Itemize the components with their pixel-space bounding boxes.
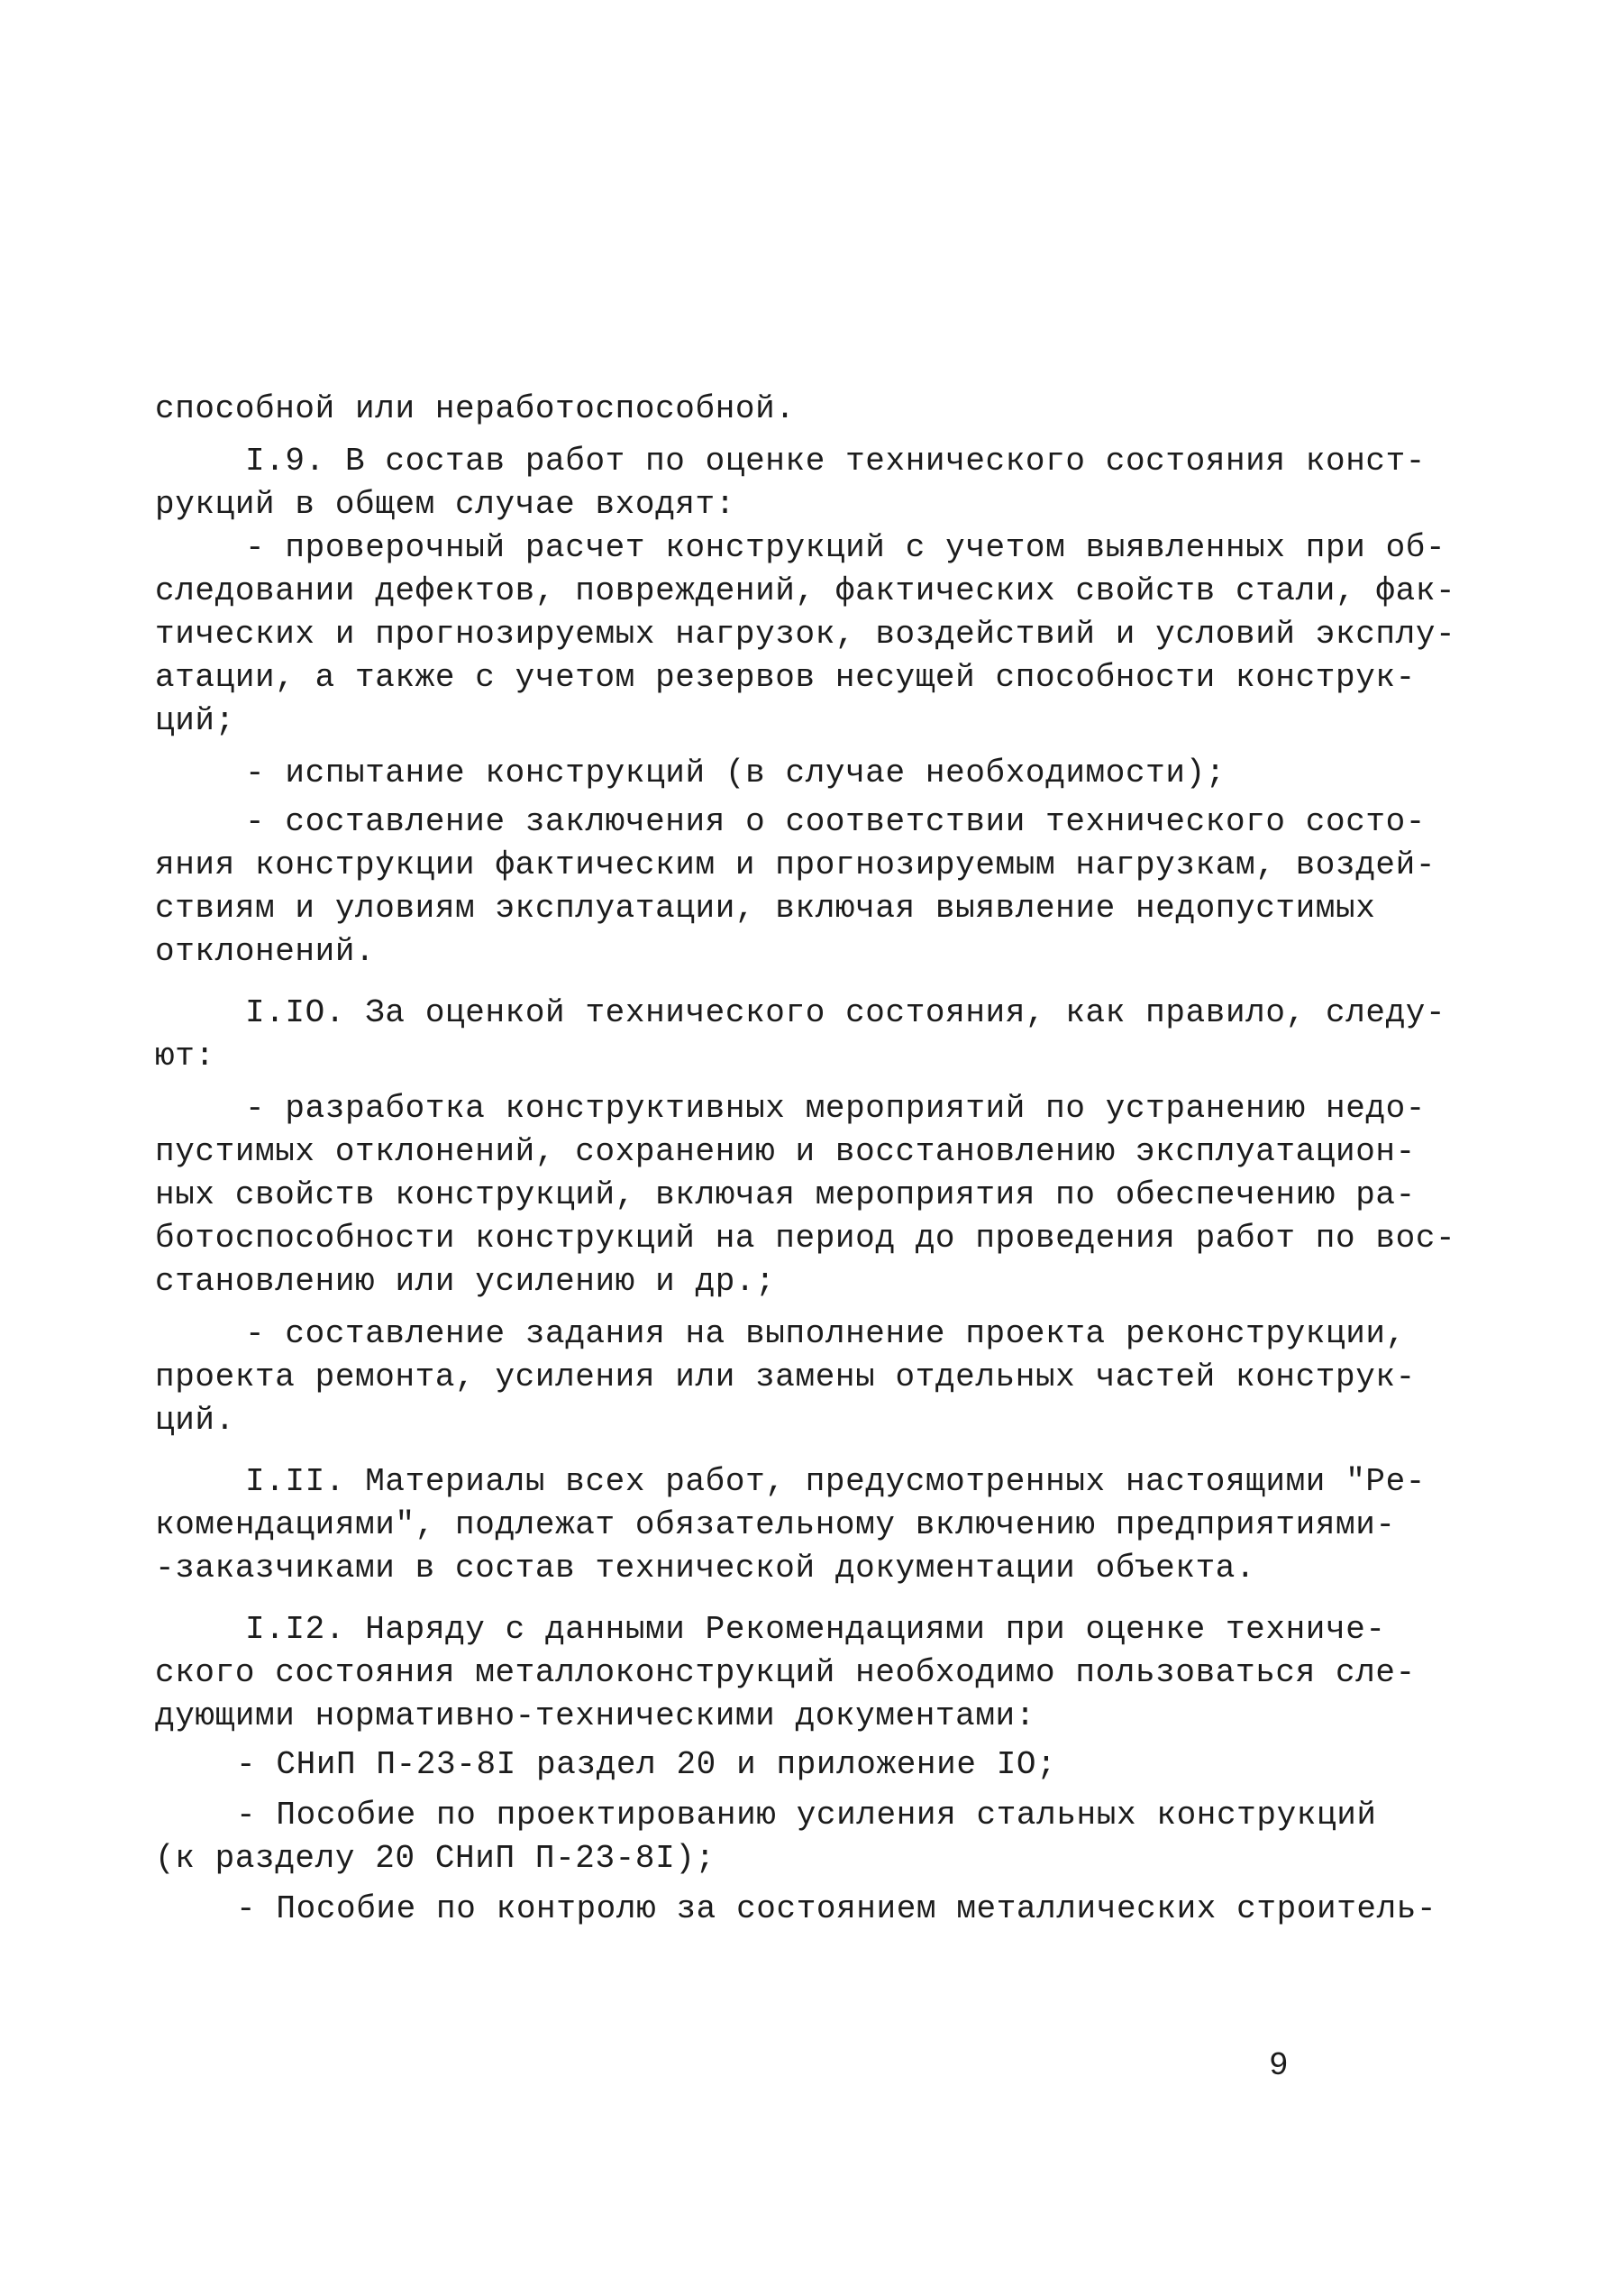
text-line: атации, а также с учетом резервов несущей способности конструк- [155, 659, 1416, 696]
text-line: ных свойств конструкций, включая мероприятия по обеспечению ра- [155, 1176, 1416, 1213]
text-line: -заказчиками в состав технической документации объекта. [155, 1550, 1256, 1587]
text-line: ют: [155, 1038, 215, 1075]
text-line: - проверочный расчет конструкций с учетом выявленных при об- [245, 529, 1446, 566]
text-line: ского состояния металлоконструкций необходимо пользоваться сле- [155, 1654, 1416, 1691]
text-line: комендациями", подлежат обязательному включению предприятиями- [155, 1506, 1396, 1543]
text-line: тических и прогнозируемых нагрузок, воздействий и условий эксплу- [155, 616, 1456, 653]
text-line: - разработка конструктивных мероприятий по устранению недо- [245, 1090, 1427, 1127]
page-number: 9 [1269, 2047, 1289, 2084]
text-line: (к разделу 20 СНиП П-23-8I); [155, 1840, 716, 1877]
text-line: отклонений. [155, 933, 376, 970]
text-line: рукций в общем случае входят: [155, 486, 735, 523]
text-line: - составление задания на выполнение проекта реконструкции, [245, 1315, 1406, 1352]
text-line: I.II. Материалы всех работ, предусмотренных настоящими "Ре- [245, 1463, 1427, 1500]
text-line: - Пособие по проектированию усиления стальных конструкций [236, 1797, 1377, 1834]
text-line: проекта ремонта, усиления или замены отдельных частей конструк- [155, 1358, 1416, 1395]
text-line: I.9. В состав работ по оценке технического состояния конст- [245, 443, 1427, 480]
text-line: яния конструкции фактическим и прогнозируемым нагрузкам, воздей- [155, 846, 1436, 883]
text-line: I.IO. За оценкой технического состояния, как правило, следу- [245, 994, 1446, 1031]
text-line: ботоспособности конструкций на период до проведения работ по вос- [155, 1220, 1456, 1257]
text-line: - испытание конструкций (в случае необходимости); [245, 755, 1226, 791]
text-line: дующими нормативно-техническими документами: [155, 1697, 1035, 1734]
text-line: следовании дефектов, повреждений, фактических свойств стали, фак- [155, 572, 1456, 609]
text-line: пустимых отклонений, сохранению и восстановлению эксплуатацион- [155, 1133, 1416, 1170]
text-line: способной или неработоспособной. [155, 390, 796, 427]
text-line: - Пособие по контролю за состоянием металлических строитель- [236, 1890, 1437, 1927]
text-line: ций. [155, 1402, 235, 1439]
text-line: ствиям и уловиям эксплуатации, включая выявление недопустимых [155, 890, 1376, 927]
text-line: ций; [155, 702, 235, 739]
text-line: - составление заключения о соответствии технического состо- [245, 803, 1427, 840]
text-line: I.I2. Наряду с данными Рекомендациями при оценке техниче- [245, 1611, 1386, 1648]
text-line: - СНиП П-23-8I раздел 20 и приложение IO; [236, 1746, 1057, 1783]
text-line: становлению или усилению и др.; [155, 1263, 776, 1300]
